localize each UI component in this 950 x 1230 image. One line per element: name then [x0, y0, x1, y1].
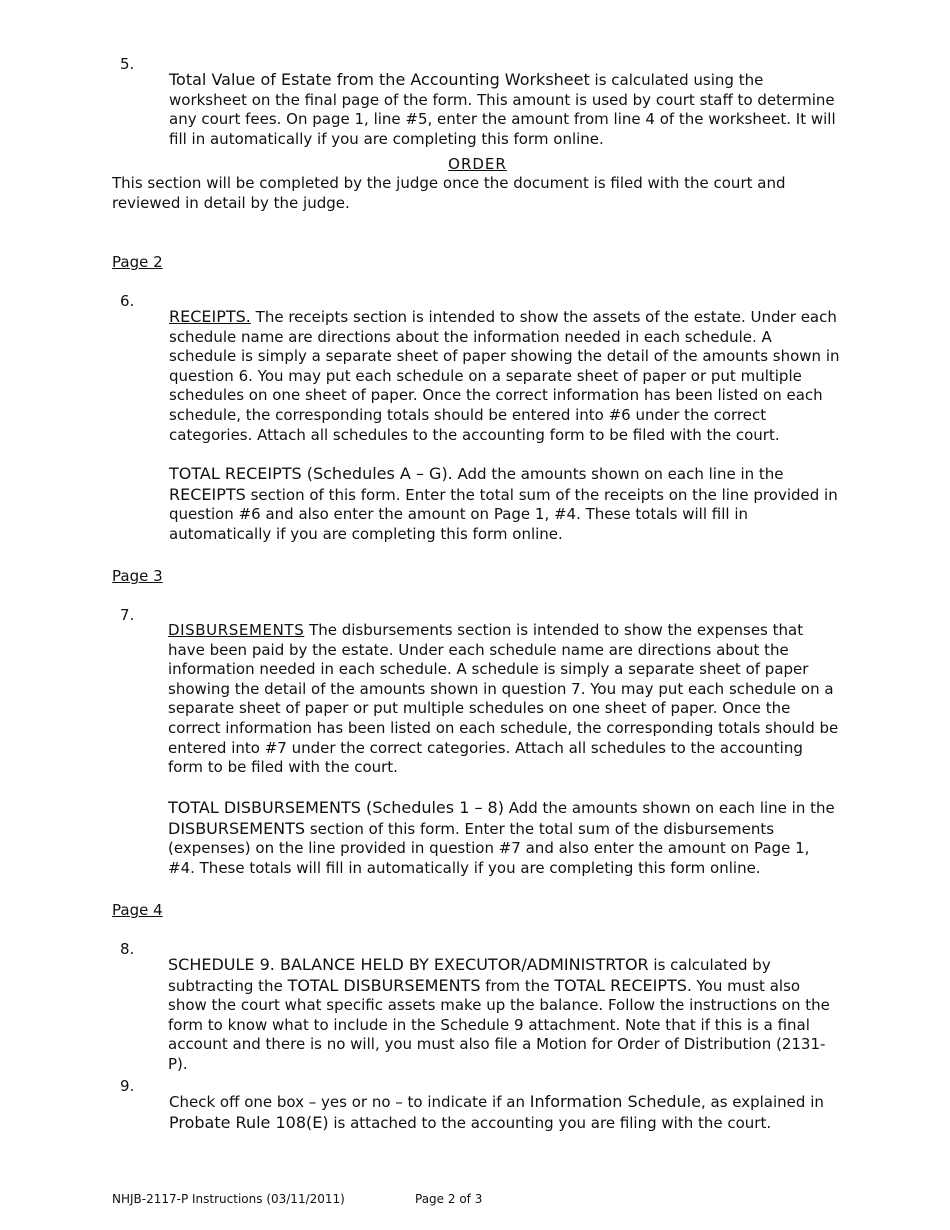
total-receipts-body-1: Add the amounts shown on each line in the — [452, 465, 784, 483]
item-6-text — [169, 307, 840, 445]
total-disbursements-text — [168, 798, 840, 878]
item-7 — [120, 606, 840, 793]
item-7-text — [168, 621, 840, 778]
item-8 — [120, 940, 840, 1090]
item-8-body-1: is calculated by subtracting the — [168, 956, 771, 995]
item-7-body: The disbursements section is intended to show the expenses that have been paid by the estate. Under each schedule name are directions about the information needed in each schedule. A schedule is simply a separate sheet of paper showing the detail of the amounts shown in question 7. You may put each schedule on a separate sheet of paper or put multiple schedules on one sheet of paper. Once the correct information has been listed on each schedule, the corresponding totals should be entered into #7 under the correct categories. Attach all schedules to the accounting form to be filed with the court. — [168, 621, 839, 777]
order-text: This section will be completed by the judge once the document is filed with the court and reviewed in detail by the judge. — [112, 174, 786, 212]
total-disbursements-body-1: Add the amounts shown on each line in the — [503, 799, 835, 817]
item-6-number: 6. — [120, 292, 135, 310]
item-8-text — [168, 955, 840, 1075]
item-9-information-schedule: Information Schedule — [529, 1092, 701, 1111]
item-8-title: SCHEDULE 9. BALANCE HELD BY EXECUTOR/ADMINISTRTOR — [168, 955, 649, 974]
total-receipts-body-2: section of this form. Enter the total sum of the receipts on the line provided in question #6 and also enter the amount on Page 1, #4. These totals will fill in automatically if you are completing this form online. — [169, 485, 838, 543]
item-9 — [120, 1077, 840, 1148]
total-disbursements-keyword: DISBURSEMENTS — [168, 818, 306, 838]
order-heading-wrap — [0, 154, 950, 175]
page-2-heading: Page 2 — [112, 253, 163, 271]
item-8-total-disbursements: TOTAL DISBURSEMENTS — [287, 975, 481, 995]
total-receipts-text — [169, 464, 841, 544]
page-3-heading: Page 3 — [112, 567, 163, 585]
item-9-body-2: , as explained in — [700, 1093, 824, 1111]
item-5-text — [169, 70, 840, 149]
total-disbursements-title: TOTAL DISBURSEMENTS (Schedules 1 – 8) — [168, 798, 504, 817]
item-5 — [120, 55, 840, 164]
item-6-body: The receipts section is intended to show the assets of the estate. Under each schedule name are directions about the information needed in each schedule. A schedule is simply a separate sheet of paper showing the detail of the amounts shown in question 6. You may put each schedule on a separate sheet of paper or put multiple schedules on one sheet of paper. Once the correct information has been listed on each schedule, the corresponding totals should be entered into #6 under the correct categories. Attach all schedules to the accounting form to be filed with the court. — [169, 308, 840, 444]
item-8-body-2: from the — [480, 976, 555, 995]
item-9-body-1: Check off one box – yes or no – to indicate if an — [169, 1093, 530, 1111]
order-heading: ORDER — [448, 155, 507, 173]
item-8-total-receipts: TOTAL RECEIPTS — [554, 975, 687, 995]
total-receipts-keyword: RECEIPTS — [169, 484, 246, 504]
item-5-title: Total Value of Estate from the Accounting Worksheet — [169, 70, 590, 89]
total-receipts-title: TOTAL RECEIPTS (Schedules A – G). — [169, 464, 453, 483]
page-4-heading: Page 4 — [112, 901, 163, 919]
item-9-number: 9. — [120, 1077, 135, 1095]
item-8-body-3: . You must also show the court what specific assets make up the balance. Follow the instructions on the form to know what to include in the Schedule 9 attachment. Note that if this is a final account and there is no will, you must also file a Motion for Order of Distribution (2131-P). — [168, 976, 830, 1073]
item-5-number: 5. — [120, 55, 135, 73]
item-6-title: RECEIPTS. — [169, 307, 251, 326]
total-disbursements-body-2: section of this form. Enter the total sum of the disbursements (expenses) on the line provided in question #7 and also enter the amount on Page 1, #4. These totals will fill in automatically if you are completing this form online. — [168, 819, 810, 877]
item-9-probate-rule: Probate Rule 108(E) — [169, 1112, 329, 1132]
footer-form-id: NHJB-2117-P Instructions (03/11/2011) — [112, 1192, 345, 1206]
item-9-body-3: is attached to the accounting you are filing with the court. — [328, 1113, 772, 1132]
item-7-title: DISBURSEMENTS — [168, 621, 305, 639]
item-6 — [120, 292, 840, 460]
item-9-text — [169, 1092, 840, 1133]
item-5-body: is calculated using the worksheet on the final page of the form. This amount is used by court staff to determine any court fees. On page 1, line #5, enter the amount from line 4 of the worksheet. It will fill in automatically if you are completing this form online. — [169, 71, 836, 148]
item-7-number: 7. — [120, 606, 135, 624]
item-8-number: 8. — [120, 940, 135, 958]
footer-page-number: Page 2 of 3 — [415, 1192, 483, 1206]
